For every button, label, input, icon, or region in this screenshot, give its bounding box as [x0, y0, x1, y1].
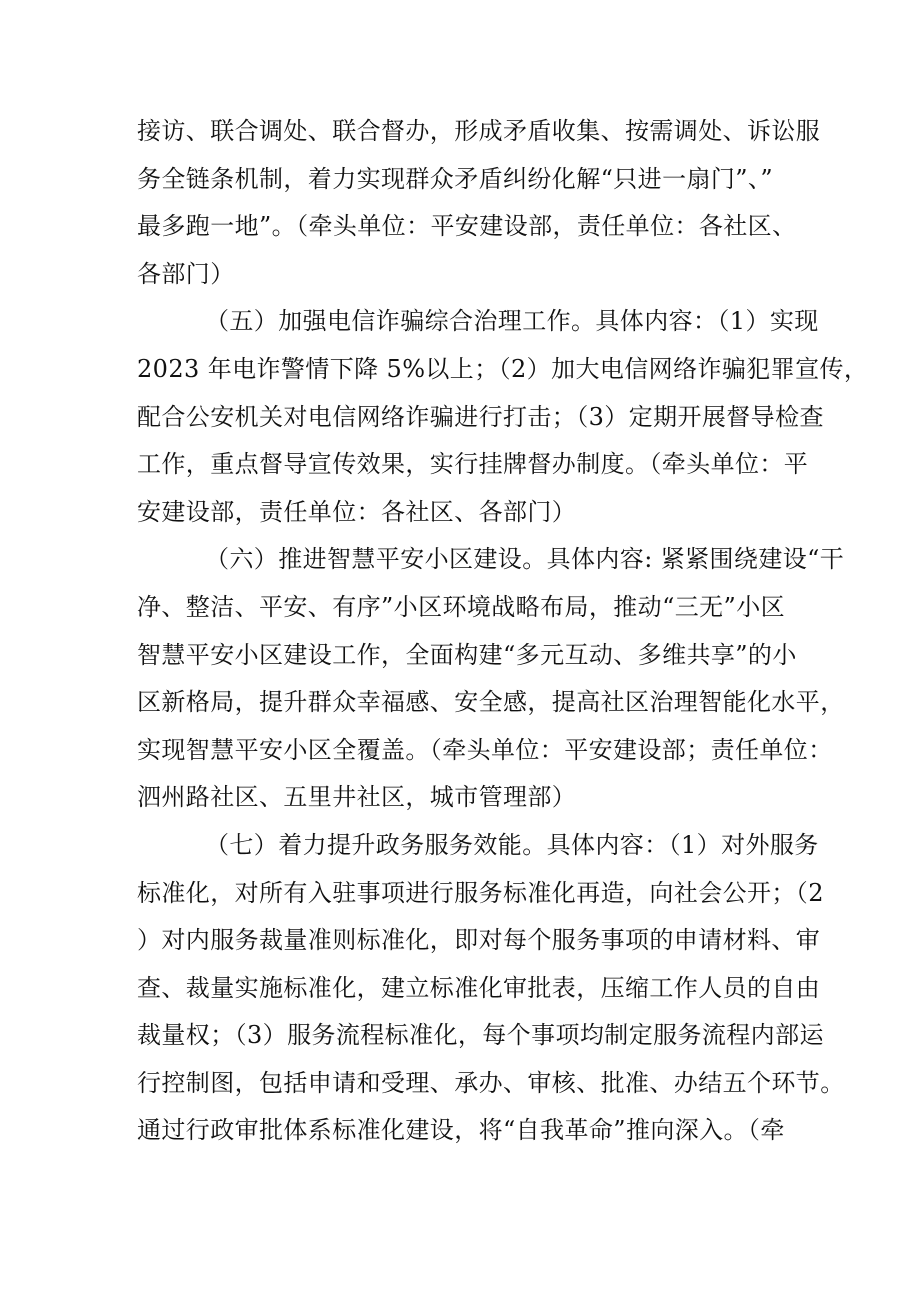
paragraph-heading-line: （六）推进智慧平安小区建设。具体内容: 紧紧围绕建设“干 [205, 545, 845, 574]
paragraph-heading-line: （五）加强电信诈骗综合治理工作。具体内容：（1）实现 [205, 307, 819, 336]
text-line: 裁量权；（3）服务流程标准化，每个事项均制定服务流程内部运 [137, 1021, 824, 1050]
paragraph-five [137, 298, 869, 536]
text-line: 工作，重点督导宣传效果，实行挂牌督办制度。（牵头单位：平 [137, 450, 809, 479]
text-line: 行控制图，包括申请和受理、承办、审核、批准、办结五个环节。 [137, 1068, 845, 1097]
text-line: 区新格局，提升群众幸福感、安全感，提高社区治理智能化水平， [137, 688, 845, 717]
text-line: 各部门） [137, 259, 235, 288]
text-line: 务全链条机制，着力实现群众矛盾纠纷化解“只进一扇门”、” [137, 164, 774, 193]
text-line: 最多跑一地”。（牵头单位：平安建设部，责任单位：各社区、 [137, 212, 797, 241]
text-line: 标准化，对所有入驻事项进行服务标准化再造，向社会公开；（2 [137, 878, 824, 907]
paragraph-heading-line: （七）着力提升政务服务效能。具体内容：（1）对外服务 [205, 830, 819, 859]
text-line: 泗州路社区、五里井社区，城市管理部） [137, 783, 577, 812]
text-line: 2023 年电诈警情下降 5%以上；（2）加大电信网络诈骗犯罪宣传， [137, 354, 869, 383]
text-line: 安建设部，责任单位：各社区、各部门） [137, 497, 577, 526]
text-line: 净、整洁、平安、有序”小区环境战略布局，推动“三无”小区 [137, 592, 786, 621]
paragraph-six [137, 536, 845, 822]
document-body [137, 108, 869, 1155]
paragraph-continuation [137, 108, 821, 298]
text-line: 通过行政审批体系标准化建设，将“自我革命”推向深入。（牵 [137, 1116, 785, 1145]
text-line: 查、裁量实施标准化，建立标准化审批表，压缩工作人员的自由 [137, 973, 821, 1002]
text-line: 接访、联合调处、联合督办，形成矛盾收集、按需调处、诉讼服 [137, 117, 821, 145]
text-line: ）对内服务裁量准则标准化，即对每个服务事项的申请材料、审 [137, 926, 821, 955]
paragraph-seven [137, 822, 845, 1155]
text-line: 配合公安机关对电信网络诈骗进行打击；（3）定期开展督导检查 [137, 402, 824, 431]
text-line: 智慧平安小区建设工作，全面构建“多元互动、多维共享”的小 [137, 640, 797, 669]
text-line: 实现智慧平安小区全覆盖。（牵头单位：平安建设部；责任单位： [137, 735, 833, 764]
